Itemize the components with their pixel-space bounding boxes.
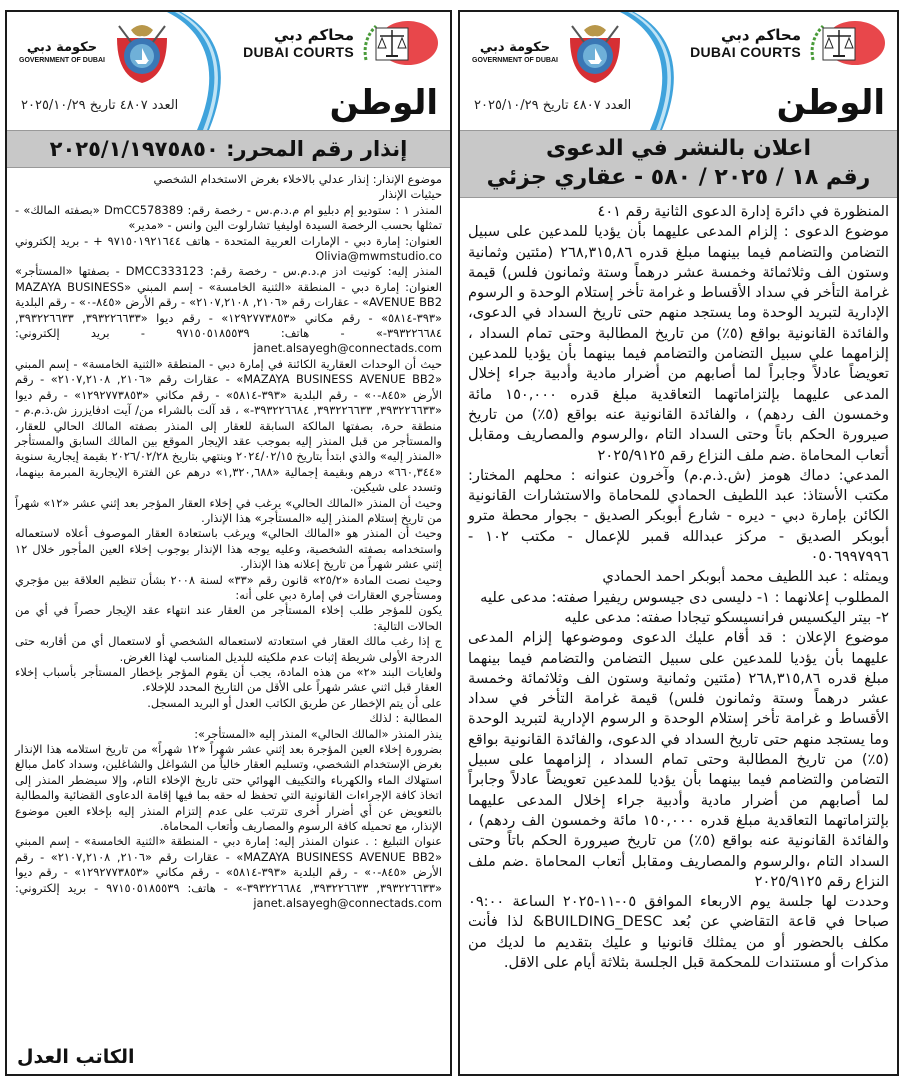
paragraph: المدعي: دماك هومز (ش.ذ.م.م) وآخرون عنوانه : محلهم المختار: مكتب الأستاذ: عبد اللطيف الحمادي للمحاماة والاستشارات القانونية الكائن بإمارة دبي - ديره - شارع أبوبكر الصديق - بجوار محطة مترو أبوبكر الصديق - مركز عبدالله قمبر للإعمال - مكتب ١٠٢ - ٠٥٠٦٩٩٧٩٩٦ bbox=[468, 466, 890, 566]
paragraph: ج إذا رغب مالك العقار في استعادته لاستعماله الشخصي أو لاستعمال أي من أقاربه حتى الدرجة الأولى شريطة إثبات عدم ملكيته للبديل المناسب لهذا الغرض. bbox=[15, 634, 442, 664]
paragraph: وحيث نصت المادة «٢٥/٢» قانون رقم «٣٣» لسنة ٢٠٠٨ بشأن تنظيم العلاقة بين مؤجري ومستأجري العقارات في إمارة دبي على أنه: bbox=[15, 572, 443, 602]
paragraph: يكون للمؤجر طلب إخلاء المستأجر من العقار عند انتهاء عقد الإيجار حصراً في أي من الحالات التالية: bbox=[15, 603, 442, 633]
government-name-arabic: حكومة دبي bbox=[479, 39, 551, 55]
paragraph: بضرورة إخلاء العين المؤجرة بعد إثني عشر شهراً «١٢ شهراً» من تاريخ استلامه هذا الإنذار بغرض الإستخدام الشخصي، وتسليم العقار خالياً من الشواغل والشاغلين، وسداد كامل مبالغ استهلاك الماء والكهرباء والتكييف الهوائي حتى تاريخ الإخلاء التام، وإلا سيضطر المنذر إلى اتخاذ كافة الإجراءات القانونية التي تحفظ له حقه بما فيها إقامة الدعاوى القضائية والمطالبة بالتعويض عن أي أضرار أخرى تترتب على عدم إلتزام المنذر إليه بإخلاء العين موضوع الإنذار، مع تحميله كافة الرسوم والمصاريف وأتعاب المحاماة. bbox=[15, 742, 442, 834]
scales-of-justice-icon bbox=[360, 20, 438, 66]
paragraph: المطلوب إعلانهما : ١- دليسى دى جيسوس ريفيرا صفته: مدعى عليه bbox=[480, 588, 889, 606]
paragraph: وحيث أن المنذر هو «المالك الحالي» ويرغب باستعادة العقار الموصوف أعلاه لاستعماله واستخدامه بصفته الشخصية، وعليه يوجه هذا الإنذار بوجوب إخلاء العين المأجور خلال ١٢ إثني عشر شهراً من تاريخ إعلانه هذا الإنذار. bbox=[15, 526, 442, 572]
masthead bbox=[460, 12, 897, 130]
paragraph: ٢- بيتر اليكسيس فرانسيسكو تيجادا صفته: مدعى عليه bbox=[564, 608, 889, 626]
court-notice-body bbox=[460, 198, 897, 973]
government-name-arabic: حكومة دبي bbox=[26, 39, 98, 55]
issue-date: العدد ٤٨٠٧ تاريخ ٢٠٢٥/١٠/٢٩ bbox=[474, 98, 632, 113]
warning-body bbox=[7, 168, 450, 912]
government-name-english: GOVERNMENT OF DUBAI bbox=[472, 56, 558, 64]
newspaper-name: الوطن bbox=[329, 83, 438, 123]
masthead bbox=[7, 12, 450, 130]
paragraph: حيثيات الإنذار bbox=[379, 187, 442, 202]
paragraph: موضوع الدعوى : إلزام المدعى عليهما بأن يؤديا للمدعين على سبيل التضامن والتضامم فيما بينهما مبلغ قدره ٢٦٨,٣١٥,٨٦ (مئتين وثمانية وستون الف وثلاثمائة وخمسة عشر درهماً وستة وثمانون فلس) قيمة غرامة التأخر في سداد الأقساط و غرامة تأخر إستلام الوحدة و الرسوم الإدارية لتبريد الوحدة وما يستجد منهم حتى تاريخ السداد في الدعوى، والفائدة القانونية بواقع (٥٪) من تاريخ المطالبة وحتى تمام السداد ، إلزامهما علي سبيل التضامن والتضامم فيما بينهما بأن يؤديا للمدعين تعويضاً عادلاً وجابراً لما أصابهم من أضرار مادية وأدبية جراء إخلال المدعى عليهما بإلتزاماتهما التعاقدية مبلغ قدره ١٥٠,٠٠٠ مائة وخمسون الف ردهم) ، والفائدة القانونية عنه بواقع (٥٪) من تاريخ صيرورة الحكم باتاً وحتى السداد التام ،والرسوم والمصاريف ومقابل أتعاب المحاماة .ضم ملف النزاع رقم ٢٠٢٥/٩١٢٥ bbox=[468, 223, 889, 464]
paragraph: ويمثله : عبد اللطيف محمد أبوبكر احمد الحمادي bbox=[602, 568, 889, 586]
dubai-emblem-icon bbox=[564, 20, 626, 84]
dubai-courts-logo bbox=[243, 20, 438, 66]
courts-name-arabic: محاكم دبي bbox=[721, 26, 801, 44]
courts-name-english: DUBAI COURTS bbox=[243, 44, 354, 60]
paragraph: ولغايات البند «٢» من هذه المادة، يجب أن يقوم المؤجر بإخطار المستأجر بأسباب إخلاء العقار قبل اثني عشر شهراً على الأقل من التاريخ المحدد للإخلاء. bbox=[15, 665, 442, 695]
paragraph: وحيث أن المنذر «المالك الحالي» يرغب في إخلاء العقار المؤجر بعد إثني عشر «١٢» شهراً من تاريخ إستلام المنذر إليه «المستأجر» هذا الإنذار. bbox=[15, 495, 442, 525]
court-notice-title bbox=[460, 130, 897, 198]
title-line-2: رقم ١٨ / ٢٠٢٥ / ٥٨٠ - عقاري جزئي bbox=[486, 165, 871, 190]
notary-signature: الكاتب العدل bbox=[17, 1046, 135, 1068]
dubai-emblem-icon bbox=[111, 20, 173, 84]
paragraph: حيث أن الوحدات العقارية الكائنة في إمارة دبي - المنطقة «الثنية الخامسة» - إسم المبني «MAZAYA BUSINESS AVENUE BB2» - عقارات رقم «٢١٠٦, ٢١٠٧,٢١٠٨» - رقم الأرض «٨٤٥-٠» - رقم البلدية «٣٩٣-٥٨١٤» - رقم مكاني «١٢٩٢٧٧٣٨٥٣» - رقم ديوا «٣٩٣٢٢٦٦٣٣, ٣٩٣٢٢٦٦٣٣, ٣٩٣٢٢٦٦٨٤-» ، قد آلت بالشراء من/ آيت ادفايزرز ش.ذ.م.م - منطقة حرة، بصفتها المالكة السابقة للعقار إلى المنذر بصفته المالك الحالي للعقار، والمستأجر من قبل المنذر إليه بموجب عقد الإيجار الموقع بين المالك السابق والمستأجر «المنذر إليه» والذي ابتدأ بتاريخ ٢٠٢٤/٠٢/١٥ وينتهي بتاريخ ٢٠٢٦/٠٢/٢٨ بقيمة إيجارية سنوية «٦٦٠,٣٤٤» درهم وبقيمة إجمالية «١,٣٢٠,٦٨٨» درهم عن الفترة الإيجارية المبرمة بينهما، وتسدد على شيكين. bbox=[15, 356, 442, 495]
court-notice-column bbox=[458, 10, 899, 1076]
courts-name-arabic: محاكم دبي bbox=[274, 26, 354, 44]
notice-warning-column bbox=[5, 10, 452, 1076]
newspaper-name: الوطن bbox=[776, 83, 885, 123]
paragraph: المنذر ١ : ستوديو إم دبليو ام م.د.م.س - رخصة رقم: DmCC578389 «بصفته المالك» - تمثلها بحسب الرخصة السيدة اوليفيا تشارلوت الين وانس - «مدير» bbox=[15, 202, 442, 233]
paragraph: المنظورة في دائرة إدارة الدعوى الثانية رقم ٤٠١ bbox=[597, 203, 889, 220]
title-line-1: اعلان بالنشر في الدعوى bbox=[545, 136, 812, 161]
paragraph: موضوع الإنذار: إنذار عدلي بالاخلاء بغرض الاستخدام الشخصي bbox=[153, 172, 442, 186]
warning-title: إنذار رقم المحرر: ٢٠٢٥/١/١٩٧٥٨٥٠ bbox=[7, 130, 450, 168]
paragraph: المطالبة : لذلك bbox=[369, 711, 442, 726]
paragraph: المنذر إليه: كونيت ادز م.د.م.س - رخصة رقم: DMCC333123 - بصفتها «المستأجر» العنوان: إمارة دبي - المنطقة «الثنية الخامسة» - إسم المبني «MAZAYA BUSINESS AVENUE BB2» - عقارات رقم «٢١٠٦, ٢١٠٧,٢١٠٨» - رقم الأرض «٨٤٥-٠» - رقم البلدية «٣٩٣-٥٨١٤» - رقم مكاني «١٢٩٢٧٧٣٨٥٣» - رقم ديوا «٣٩٣٢٢٦٦٣٣, ٣٩٣٢٢٦٦٣٣, ٣٩٣٢٢٦٦٨٤-» - هاتف: ٩٧١٥٠٥١٨٥٥٣٩ - بريد إلكتروني: janet.alsayegh@connectads.com bbox=[15, 264, 443, 356]
government-of-dubai-logo bbox=[19, 20, 173, 84]
government-of-dubai-logo bbox=[472, 20, 626, 84]
paragraph: عنوان التبليغ : . عنوان المنذر إليه: إمارة دبي - المنطقة «الثنية الخامسة» - إسم المبني «MAZAYA BUSINESS AVENUE BB2» - عقارات رقم «٢١٠٦, ٢١٠٧,٢١٠٨» - رقم الأرض «٨٤٥-٠» - رقم البلدية «٣٩٣-٥٨١٤» - رقم مكاني «١٢٩٢٧٧٣٨٥٣» - رقم ديوا «٣٩٣٢٢٦٦٣٣, ٣٩٣٢٢٦٦٣٣, ٣٩٣٢٢٦٦٨٤-» - هاتف: ٩٧١٥٠٥١٨٥٥٣٩ - بريد إلكتروني: janet.alsayegh@connectads.com bbox=[15, 834, 443, 911]
government-name-english: GOVERNMENT OF DUBAI bbox=[19, 56, 105, 64]
courts-name-english: DUBAI COURTS bbox=[690, 44, 801, 60]
dubai-courts-logo bbox=[690, 20, 885, 66]
paragraph: ينذر المنذر «المالك الحالي» المنذر إليه «المستأجر»: bbox=[194, 726, 442, 741]
paragraph: موضوع الإعلان : قد أقام عليك الدعوى وموضوعها إلزام المدعى عليهما بأن يؤديا للمدعين على سبيل التضامن والتضامم فيما بينهما مبلغ قدره ٢٦٨,٣١٥,٨٦ (مئتين وثمانية وستون الف وثلاثمائة وخمسة عشر درهماً وستة وثمانون فلس) قيمة غرامة التأخر في سداد الأقساط و غرامة تأخر إستلام الوحدة و الرسوم الإدارية لتبريد الوحدة وما يستجد منهم حتى تاريخ السداد في الدعوى، والفائدة القانونية بواقع (٥٪) من تاريخ المطالبة وحتى تمام السداد ، إلزامهما على سبيل التضامن والتضامم فيما بينهما بأن يؤديا للمدعين تعويضاً عادلاً وجابراً لما أصابهم من أضرار مادية وأدبية جراء إخلال المدعى عليهما بإلتزاماتهما التعاقدية مبلغ قدره ١٥٠,٠٠٠ مائة وخمسون الف ردهم) ، والفائدة القانونية عنه بواقع (٥٪) من تاريخ صيرورة الحكم باتاً وحتى السداد التام ،والرسوم والمصاريف ومقابل أتعاب المحاماة .ضم ملف النزاع رقم ٢٠٢٥/٩١٢٥ bbox=[468, 629, 889, 890]
paragraph: على أن يتم الإخطار عن طريق الكاتب العدل أو البريد المسجل. bbox=[147, 695, 442, 710]
paragraph: العنوان: إمارة دبي - الإمارات العربية المتحدة - هاتف ٩٧١٥٠١٩٢١٦٤٤ + - بريد إلكتروني Olivia@mwmstudio.co bbox=[15, 233, 442, 264]
issue-date: العدد ٤٨٠٧ تاريخ ٢٠٢٥/١٠/٢٩ bbox=[21, 98, 179, 113]
paragraph: وحددت لها جلسة يوم الاربعاء الموافق ٠٥-١١-٢٠٢٥ الساعة ٠٩:٠٠ صباحا في قاعة التقاضي عن بُعد BUILDING_DESC& لذا فأنت مكلف بالحضور أو من يمثلك قانونيا و عليك بتقديم ما لديك من مذكرات أو مستندات للمحكمة قبل الجلسة بثلاثة أيام على الاقل. bbox=[468, 893, 889, 971]
scales-of-justice-icon bbox=[807, 20, 885, 66]
